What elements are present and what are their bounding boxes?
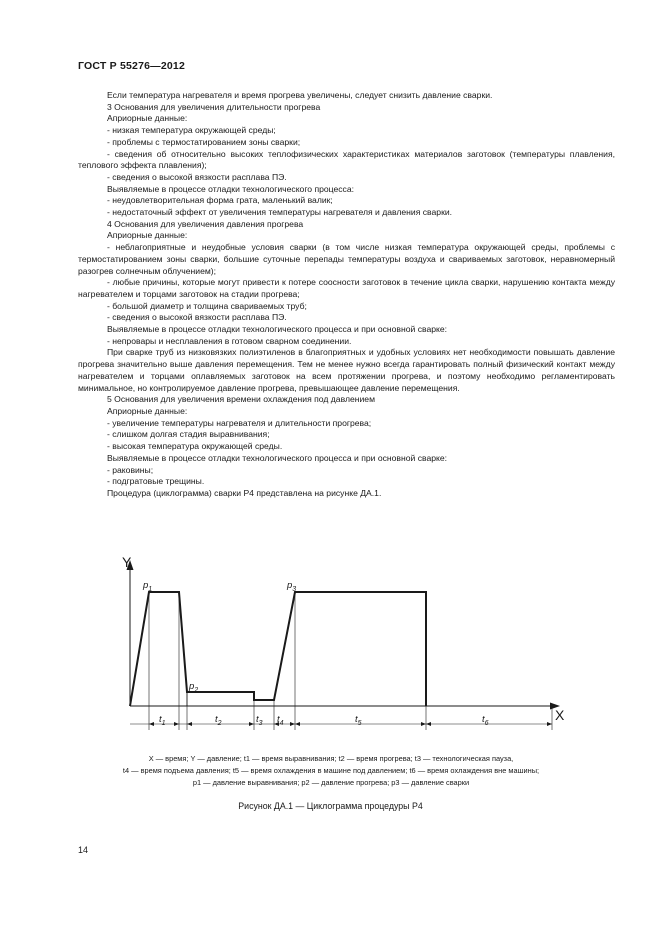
list-item: - высокая температура окружающей среды.	[107, 441, 283, 452]
p3-label: $p_3$	[287, 580, 297, 593]
list-item: - раковины;	[107, 464, 154, 475]
paragraph: Выявляемые в процессе отладки технологического процесса:	[107, 183, 355, 194]
p1-label: $p_1$	[143, 580, 153, 593]
list-item: - сведения о высокой вязкости расплава ПЭ.	[107, 312, 287, 323]
list-item: - низкая температура окружающей среды;	[107, 125, 276, 136]
t4-label: $t_4$	[277, 714, 284, 727]
legend-line: X — время; Y — давление; t1 — время выравнивания; t2 — время прогрева; t3 — технологическая пауза,	[148, 754, 514, 763]
paragraph: Априорные данные:	[107, 113, 188, 124]
paragraph: Если температура нагревателя и время прогрева увеличены, следует снизить давление сварки.	[107, 90, 493, 100]
section-heading: 4 Основания для увеличения давления прогрева	[107, 218, 304, 229]
list-item: - проблемы с термостатированием зоны сварки;	[107, 136, 301, 147]
list-item: - сведения о высокой вязкости расплава ПЭ.	[107, 171, 287, 182]
list-item: - недостаточный эффект от увеличения температуры нагревателя и давления сварки.	[107, 207, 453, 218]
t6-label: $t_6$	[482, 714, 489, 727]
document-header: ГОСТ Р 55276—2012	[78, 60, 186, 72]
interval-markers	[130, 592, 552, 730]
paragraph: Априорные данные:	[107, 230, 188, 241]
list-item: - неудовлетворительная форма грата, маленький валик;	[107, 195, 333, 206]
paragraph: При сварке труб из низковязких полиэтиленов в благоприятных и удобных условиях нет необходимости повышать давление прогрева значительно выше давления перемещения. Тем не менее нужно всегда гарантировать полный физический контакт между нагревателем и торцами оплавляемых заготовок на всем протяжении прогрева, и поэтому необходимо регламентировать минимальное, но контролируемое давление прогрева, превышающее давление перемещения.	[78, 347, 615, 393]
paragraph: Выявляемые в процессе отладки технологического процесса и при основной сварке:	[107, 324, 448, 335]
t2-label: $t_2$	[215, 714, 222, 727]
page-number: 14	[78, 845, 89, 855]
cyclogram-svg	[90, 548, 580, 738]
p2-label: $p_2$	[189, 681, 199, 694]
y-axis-label: Y	[122, 554, 132, 570]
cyclogram-figure	[90, 548, 580, 738]
pressure-curve	[130, 592, 426, 706]
paragraph: Процедура (циклограмма) сварки Р4 представлена на рисунке ДА.1.	[107, 487, 382, 498]
list-item: - подгратовые трещины.	[107, 476, 205, 487]
list-item: - большой диаметр и толщина свариваемых труб;	[107, 300, 307, 311]
figure-caption: Рисунок ДА.1 — Циклограмма процедуры Р4	[238, 801, 423, 811]
list-item: - слишком долгая стадия выравнивания;	[107, 429, 270, 440]
list-item: - любые причины, которые могут привести к потере соосности заготовок в течение цикла сварки, нарушению контакта между нагревателем и торцами заготовок на стадии прогрева;	[78, 277, 615, 299]
section-heading: 5 Основания для увеличения времени охлаждения под давлением	[107, 394, 375, 405]
x-axis-label: X	[555, 707, 565, 723]
t1-label: $t_1$	[159, 714, 166, 727]
legend-line: p1 — давление выравнивания; p2 — давление прогрева; p3 — давление сварки	[192, 778, 470, 788]
legend-line: t4 — время подъема давления; t5 — время охлаждения в машине под давлением; t6 — время охлаждения вне машины;	[122, 766, 540, 776]
list-item: - непровары и несплавления в готовом сварном соединении.	[107, 335, 352, 346]
section-heading: 3 Основания для увеличения длительности прогрева	[107, 101, 321, 112]
list-item: - сведения об относительно высоких теплофизических характеристиках материалов заготовок (температуры плавления, теплового эффекта плавления);	[78, 148, 615, 171]
list-item: - неблагоприятные и неудобные условия сварки (в том числе низкая температура окружающей среды, проблемы с термостатированием зоны сварки, большие суточные перепады температуры воздуха и свариваемых заготовок, неравномерный разогрев солнечным облучением);	[78, 242, 615, 276]
figure-legend	[92, 753, 570, 790]
t5-label: $t_5$	[355, 714, 362, 727]
body-text	[78, 90, 615, 500]
paragraph: Выявляемые в процессе отладки технологического процесса и при основной сварке:	[107, 452, 448, 463]
t3-label: $t_3$	[256, 714, 263, 727]
list-item: - увеличение температуры нагревателя и длительности прогрева;	[107, 417, 372, 428]
paragraph: Априорные данные:	[107, 405, 188, 416]
